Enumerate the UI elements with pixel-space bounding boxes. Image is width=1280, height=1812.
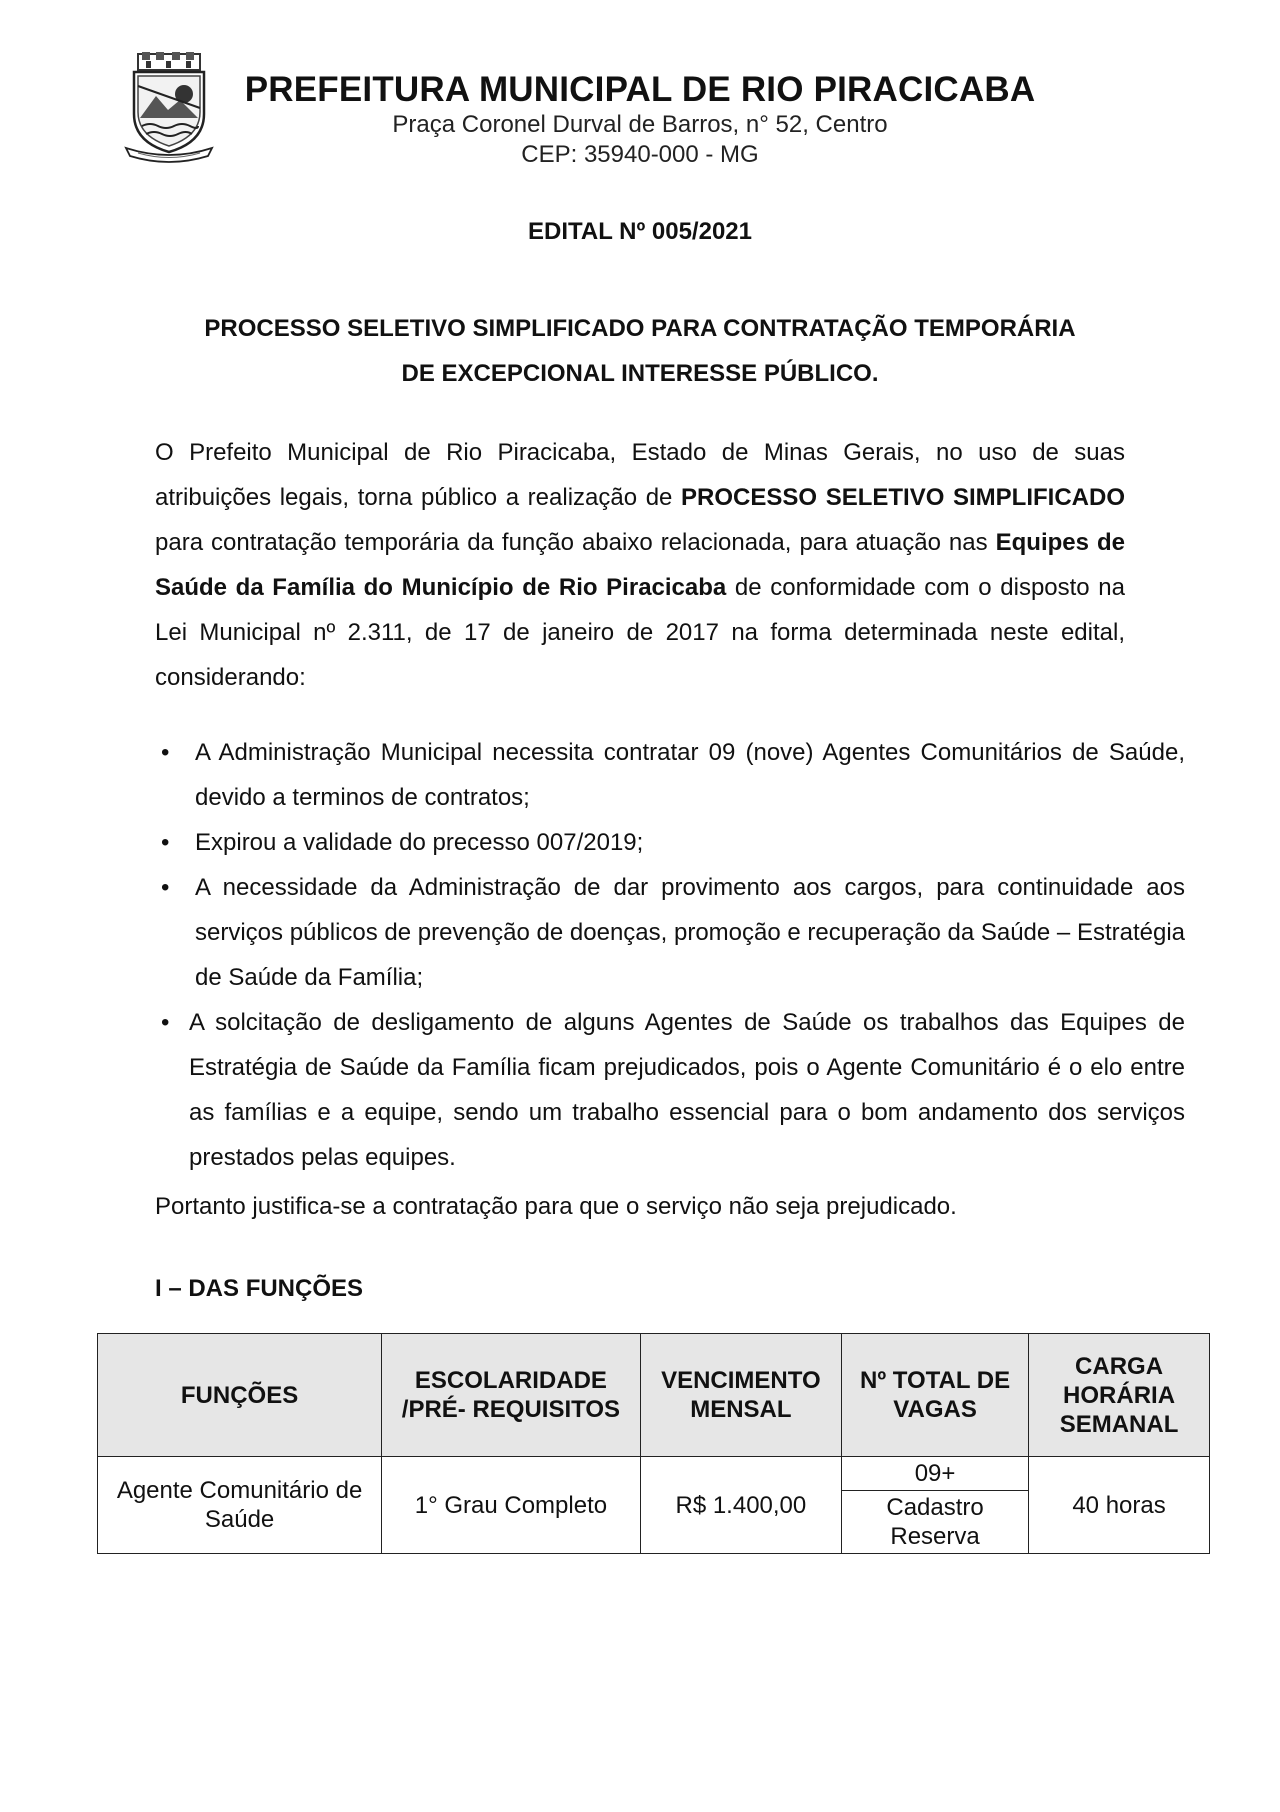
list-item-text: A necessidade da Administração de dar provimento aos cargos, para continuidade aos serviços públicos de prevenção de doenças, promoção e recuperação da Saúde – Estratégia de Saúde da Família;	[195, 874, 1185, 991]
table-row	[98, 1457, 1210, 1491]
list-item-text: Expirou a validade do precesso 007/2019;	[195, 829, 644, 856]
section-heading: I – DAS FUNÇÕES	[155, 1275, 364, 1302]
list-item	[155, 1000, 1185, 1180]
list-item	[155, 820, 1185, 865]
bullet-icon: •	[161, 1009, 170, 1036]
cell-funcao: Agente Comunitário de Saúde	[98, 1457, 382, 1554]
intro-text-2: para contratação temporária da função abaixo relacionada, para atuação nas	[155, 529, 996, 556]
process-title-line-1: PROCESSO SELETIVO SIMPLIFICADO PARA CONTRATAÇÃO TEMPORÁRIA	[204, 315, 1076, 342]
bullet-icon: •	[161, 739, 170, 766]
intro-text-1: O Prefeito Municipal de Rio Piracicaba, Estado de Minas Gerais, no uso de suas atribuições legais, torna público a realização de	[155, 439, 1125, 511]
functions-table	[97, 1333, 1210, 1554]
list-item	[155, 730, 1185, 820]
cell-vencimento: R$ 1.400,00	[640, 1457, 841, 1554]
header-vencimento: VENCIMENTO MENSAL	[640, 1334, 841, 1457]
intro-paragraph	[155, 430, 1125, 700]
conclusion-text: Portanto justifica-se a contratação para que o serviço não seja prejudicado.	[155, 1193, 957, 1220]
cell-carga: 40 horas	[1029, 1457, 1210, 1554]
municipality-title: PREFEITURA MUNICIPAL DE RIO PIRACICABA	[244, 70, 1036, 109]
header-carga: CARGA HORÁRIA SEMANAL	[1029, 1334, 1210, 1457]
intro-text-3: de conformidade com o disposto na Lei Municipal nº 2.311, de 17 de janeiro de 2017 na forma determinada neste edital, considerando:	[155, 574, 1125, 691]
edital-number: EDITAL Nº 005/2021	[528, 218, 752, 245]
letterhead	[240, 70, 1040, 170]
intro-bold-2: Equipes de Saúde da Família do Município de Rio Piracicaba	[155, 529, 1125, 601]
list-item-text: A solcitação de desligamento de alguns Agentes de Saúde os trabalhos das Equipes de Estratégia de Saúde da Família ficam prejudicados, pois o Agente Comunitário é o elo entre as famílias e a equipe, sendo um trabalho essencial para o bom andamento dos serviços prestados pelas equipes.	[189, 1009, 1185, 1171]
cell-vagas: 09+	[842, 1457, 1029, 1491]
header-escolaridade: ESCOLARIDADE /PRÉ- REQUISITOS	[382, 1334, 641, 1457]
municipality-cep: CEP: 35940-000 - MG	[521, 141, 759, 168]
list-item	[155, 865, 1185, 1000]
process-title	[150, 306, 1130, 396]
bullet-icon: •	[161, 874, 170, 901]
header-funcoes: FUNÇÕES	[98, 1334, 382, 1457]
considerations-list	[155, 730, 1185, 1180]
list-item-text: A Administração Municipal necessita contratar 09 (nove) Agentes Comunitários de Saúde, devido a terminos de contratos;	[195, 739, 1185, 811]
cell-cadastro-reserva: Cadastro Reserva	[842, 1491, 1029, 1554]
cell-escolaridade: 1° Grau Completo	[382, 1457, 641, 1554]
table-header-row	[98, 1334, 1210, 1457]
process-title-line-2: DE EXCEPCIONAL INTERESSE PÚBLICO.	[401, 360, 879, 387]
bullet-icon: •	[161, 829, 170, 856]
header-vagas: Nº TOTAL DE VAGAS	[842, 1334, 1029, 1457]
intro-bold-1: PROCESSO SELETIVO SIMPLIFICADO	[681, 484, 1125, 511]
municipal-crest-logo	[124, 52, 214, 164]
municipality-address: Praça Coronel Durval de Barros, n° 52, Centro	[392, 111, 888, 138]
